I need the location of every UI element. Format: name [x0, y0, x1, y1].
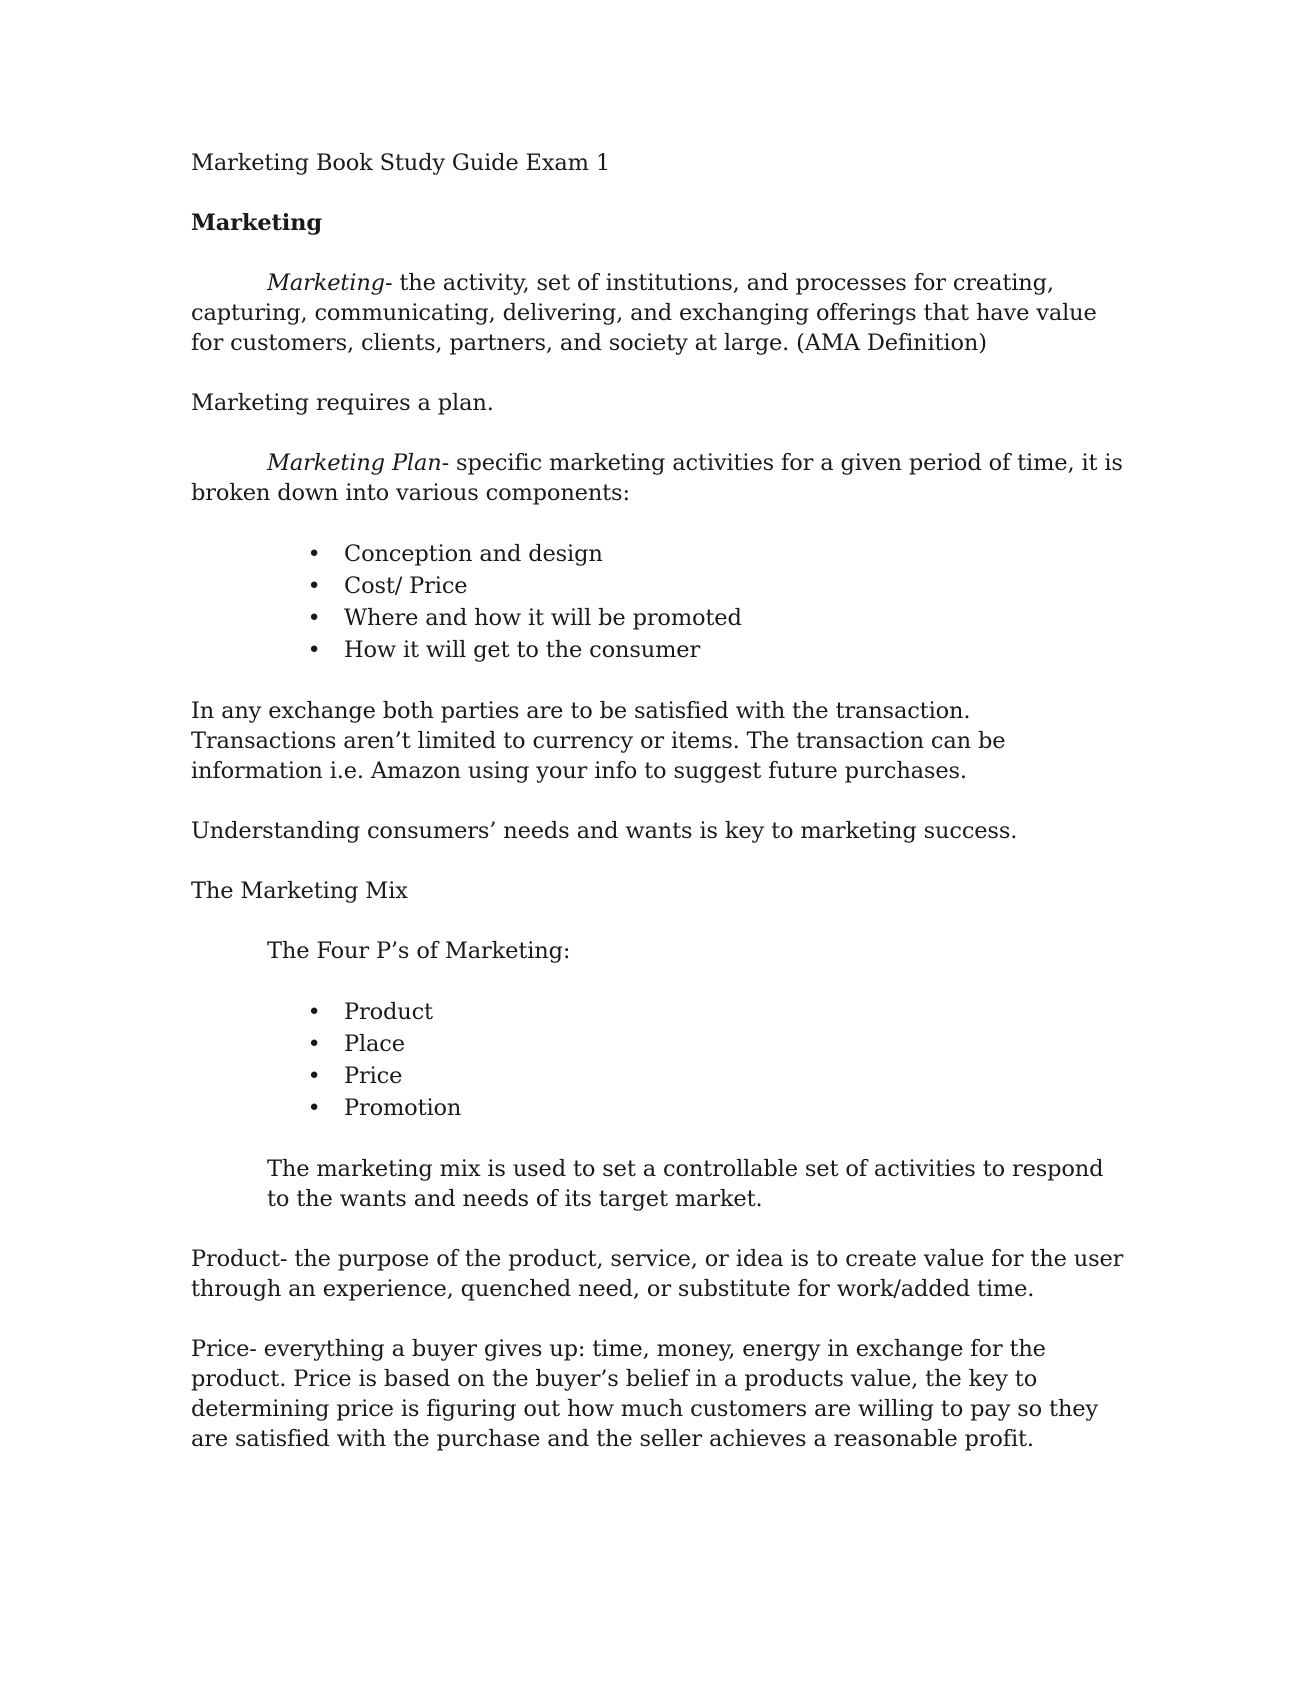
list-item-text: How it will get to the consumer	[344, 637, 701, 663]
list-item	[191, 1060, 1131, 1092]
list-item-text: Promotion	[344, 1095, 462, 1121]
list-item	[191, 570, 1131, 602]
understanding-text: Understanding consumers’ needs and wants is key to marketing success.	[191, 818, 1018, 844]
requires-plan-text: Marketing requires a plan.	[191, 390, 494, 416]
marketing-definition	[191, 268, 1131, 358]
list-item-text: Place	[344, 1031, 405, 1057]
list-item-text: Product	[344, 999, 433, 1025]
marketing-definition-text: - the activity, set of institutions, and processes for creating, capturing, communicating, delivering, and exchanging offerings that have value for customers, clients, partners, and society at large. (AMA Definition)	[191, 270, 1097, 356]
exchange-line-2: Transactions aren’t limited to currency or items. The transaction can be information i.e. Amazon using your info to suggest future purchases.	[191, 728, 1006, 784]
bullet-icon: •	[307, 605, 321, 631]
section-heading-marketing: Marketing	[191, 210, 322, 236]
bullet-icon: •	[307, 1063, 321, 1089]
marketing-plan-definition	[191, 448, 1131, 508]
price-definition: Price- everything a buyer gives up: time, money, energy in exchange for the product. Price is based on the buyer’s belief in a products value, the key to determining price is figuring out how much customers are willing to pay so they are satisfied with the purchase and the seller achieves a reasonable profit.	[191, 1336, 1099, 1452]
bullet-icon: •	[307, 1095, 321, 1121]
bullet-icon: •	[307, 541, 321, 567]
bullet-icon: •	[307, 999, 321, 1025]
list-item	[191, 602, 1131, 634]
bullet-icon: •	[307, 637, 321, 663]
marketing-term: Marketing	[267, 270, 385, 296]
bullet-icon: •	[307, 1031, 321, 1057]
marketing-plan-definition-text: - specific marketing activities for a given period of time, it is broken down into various components:	[191, 450, 1123, 506]
list-item	[191, 538, 1131, 570]
marketing-plan-term: Marketing Plan	[267, 450, 442, 476]
exchange-line-1: In any exchange both parties are to be satisfied with the transaction.	[191, 698, 971, 724]
list-item	[191, 1092, 1131, 1124]
document-title: Marketing Book Study Guide Exam 1	[191, 150, 610, 176]
list-item	[191, 634, 1131, 666]
bullet-icon: •	[307, 573, 321, 599]
exchange-paragraph	[191, 696, 1131, 786]
list-item	[191, 996, 1131, 1028]
four-ps-list	[191, 996, 1131, 1124]
list-item-text: Cost/ Price	[344, 573, 468, 599]
list-item-text: Where and how it will be promoted	[344, 605, 742, 631]
list-item-text: Conception and design	[344, 541, 603, 567]
marketing-mix-heading: The Marketing Mix	[191, 878, 408, 904]
marketing-mix-purpose: The marketing mix is used to set a controllable set of activities to respond to the wants and needs of its target market.	[267, 1156, 1104, 1212]
four-ps-intro: The Four P’s of Marketing:	[267, 938, 571, 964]
document-body	[191, 148, 1131, 1484]
list-item-text: Price	[344, 1063, 403, 1089]
product-definition: Product- the purpose of the product, service, or idea is to create value for the user through an experience, quenched need, or substitute for work/added time.	[191, 1246, 1124, 1302]
list-item	[191, 1028, 1131, 1060]
plan-components-list	[191, 538, 1131, 666]
